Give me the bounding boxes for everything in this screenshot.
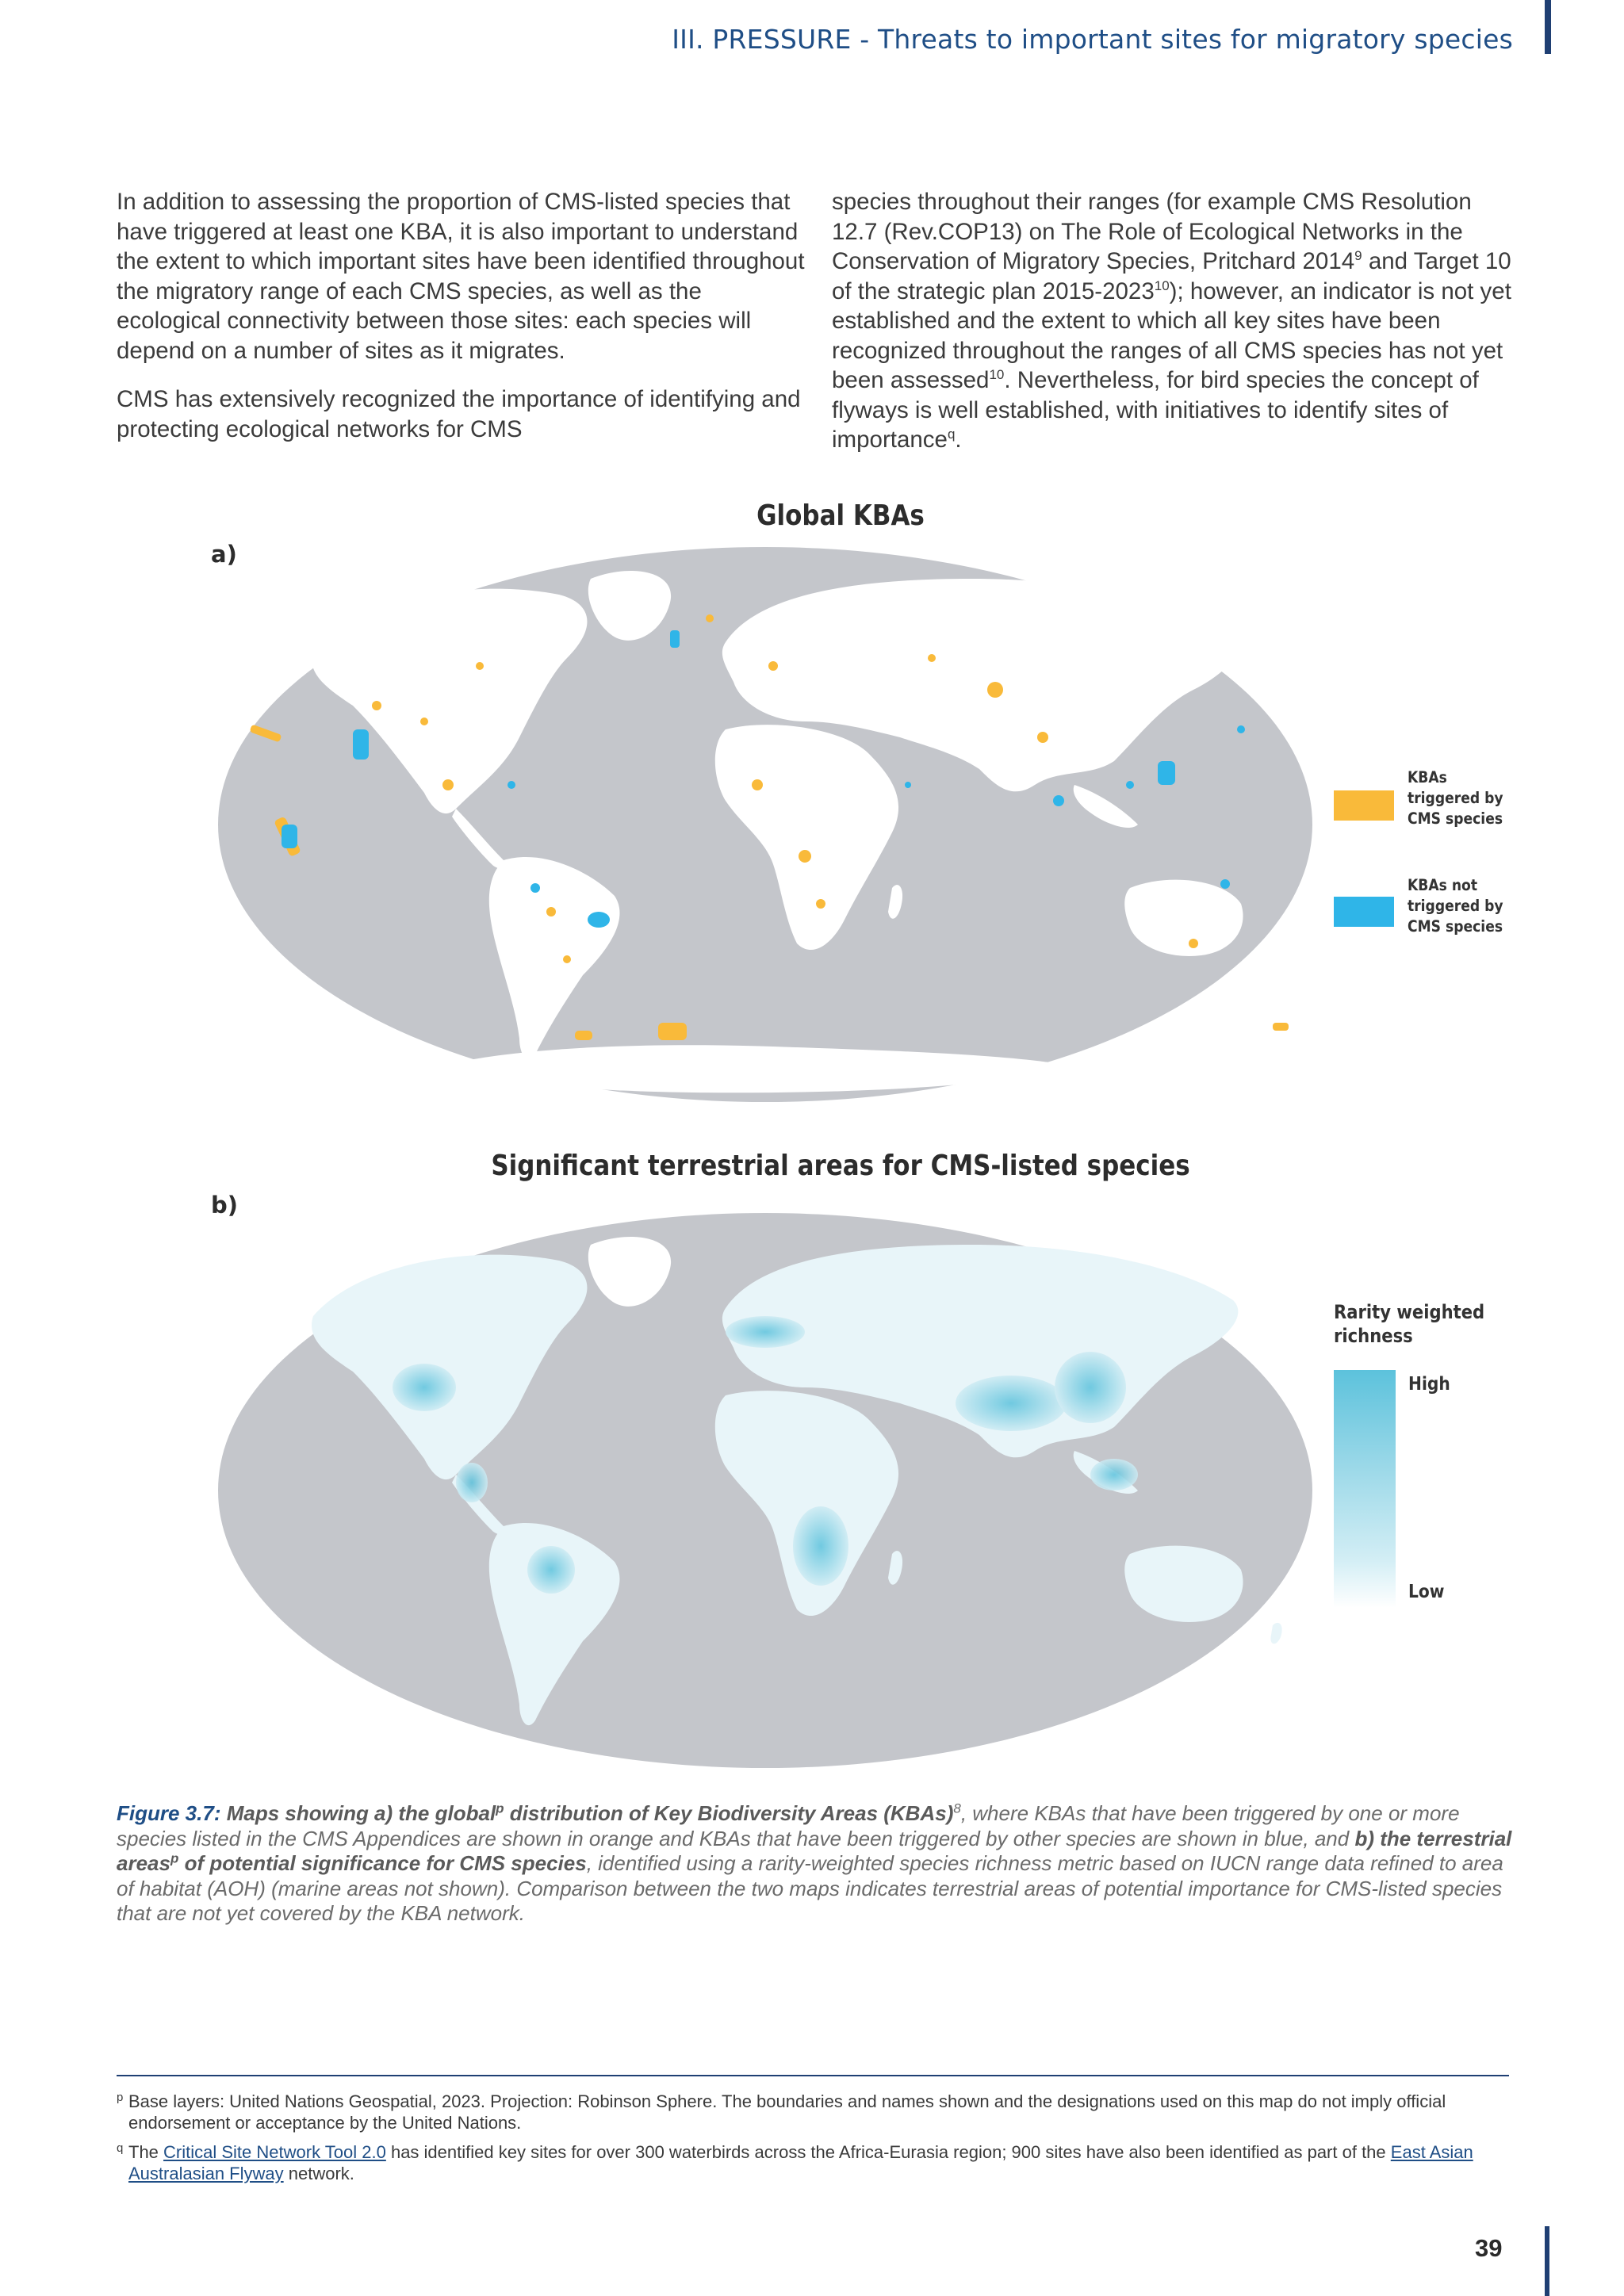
footnote-text: Base layers: United Nations Geospatial, 2023. Projection: Robinson Sphere. The boundaries and names shown and the designations used on this map do not imply official endorsement or acceptance by the United Nations. [128, 2091, 1446, 2133]
body-paragraph: CMS has extensively recognized the importance of identifying and protecting ecological networks for CMS [117, 386, 801, 442]
legend-kba-non-cms-label: KBAs not triggered by CMS species [1408, 876, 1503, 936]
critical-site-network-link[interactable]: Critical Site Network Tool 2.0 [163, 2142, 386, 2162]
page-number-bar [1545, 2226, 1549, 2296]
body-left-column [117, 187, 806, 463]
legend-low-label: Low [1408, 1582, 1445, 1602]
legend-rarity-title: Rarity weighted richness [1334, 1301, 1485, 1347]
legend-rarity-gradient [1334, 1370, 1396, 1608]
map-a-label: a) [211, 541, 237, 568]
terrestrial-areas-map [218, 1213, 1312, 1768]
footnote-divider [117, 2075, 1509, 2076]
footnote-text: The Critical Site Network Tool 2.0 has identified key sites for over 300 waterbirds across the Africa-Eurasia region; 900 sites have also been identified as part of the East Asian Australasian Flyway network. [128, 2142, 1473, 2183]
legend-high-label: High [1408, 1374, 1450, 1395]
section-header-title: III. PRESSURE - Threats to important sites for migratory species [672, 24, 1513, 55]
map-b-label: b) [211, 1192, 239, 1219]
map-b-title: Significant terrestrial areas for CMS-listed species [491, 1150, 1190, 1182]
footnote-marker: p [117, 2091, 124, 2104]
footnote-q [117, 2141, 1512, 2184]
legend-swatch-orange [1334, 790, 1394, 821]
map-a-title: Global KBAs [756, 499, 925, 532]
legend-kba-cms-label: KBAs triggered by CMS species [1408, 768, 1503, 828]
east-asian-flyway-link[interactable]: East Asian Australasian Flyway [128, 2142, 1473, 2183]
header-accent-bar [1545, 0, 1551, 54]
body-paragraph: species throughout their ranges (for example CMS Resolution 12.7 (Rev.COP13) on The Role of Ecological Networks in the Conservation of Migratory Species, Pritchard 2014$^9$ and Target 10 of the strategic plan 2015-2023$^{10}$); however, an indicator is not yet established and the extent to which all key sites have been recognized throughout the ranges of all CMS species has not yet been assessed$^{10}$. Nevertheless, for bird species the concept of flyways is well established, with initiatives to identify sites of importance$^q$. [832, 189, 1511, 453]
body-paragraph: In addition to assessing the proportion of CMS-listed species that have triggered at least one KBA, it is also important to understand the extent to which important sites have been identified throughout the migratory range of each CMS species, as well as the ecological connectivity between those sites: each species will depend on a number of sites as it migrates. [117, 189, 805, 364]
footnote-p [117, 2091, 1512, 2133]
figure-caption: Figure 3.7: Maps showing a) the global$^p$ distribution of Key Biodiversity Areas (KBAs)$^8$, where KBAs that have been triggered by one or more species listed in the CMS Appendices are shown in orange and KBAs that have been triggered by other species are shown in blue, and b) the terrestrial areas$^p$ of potential significance for CMS species, identified using a rarity-weighted species richness metric based on IUCN range data refined to area of habitat (AOH) (marine areas not shown). Comparison between the two maps indicates terrestrial areas of potential importance for CMS-listed species that are not yet covered by the KBA network. [117, 1800, 1512, 1925]
legend-swatch-blue [1334, 897, 1394, 927]
page-number: 39 [1475, 2234, 1503, 2262]
body-right-column [832, 187, 1515, 474]
footnote-marker: q [117, 2141, 124, 2155]
global-kba-map [218, 547, 1312, 1102]
